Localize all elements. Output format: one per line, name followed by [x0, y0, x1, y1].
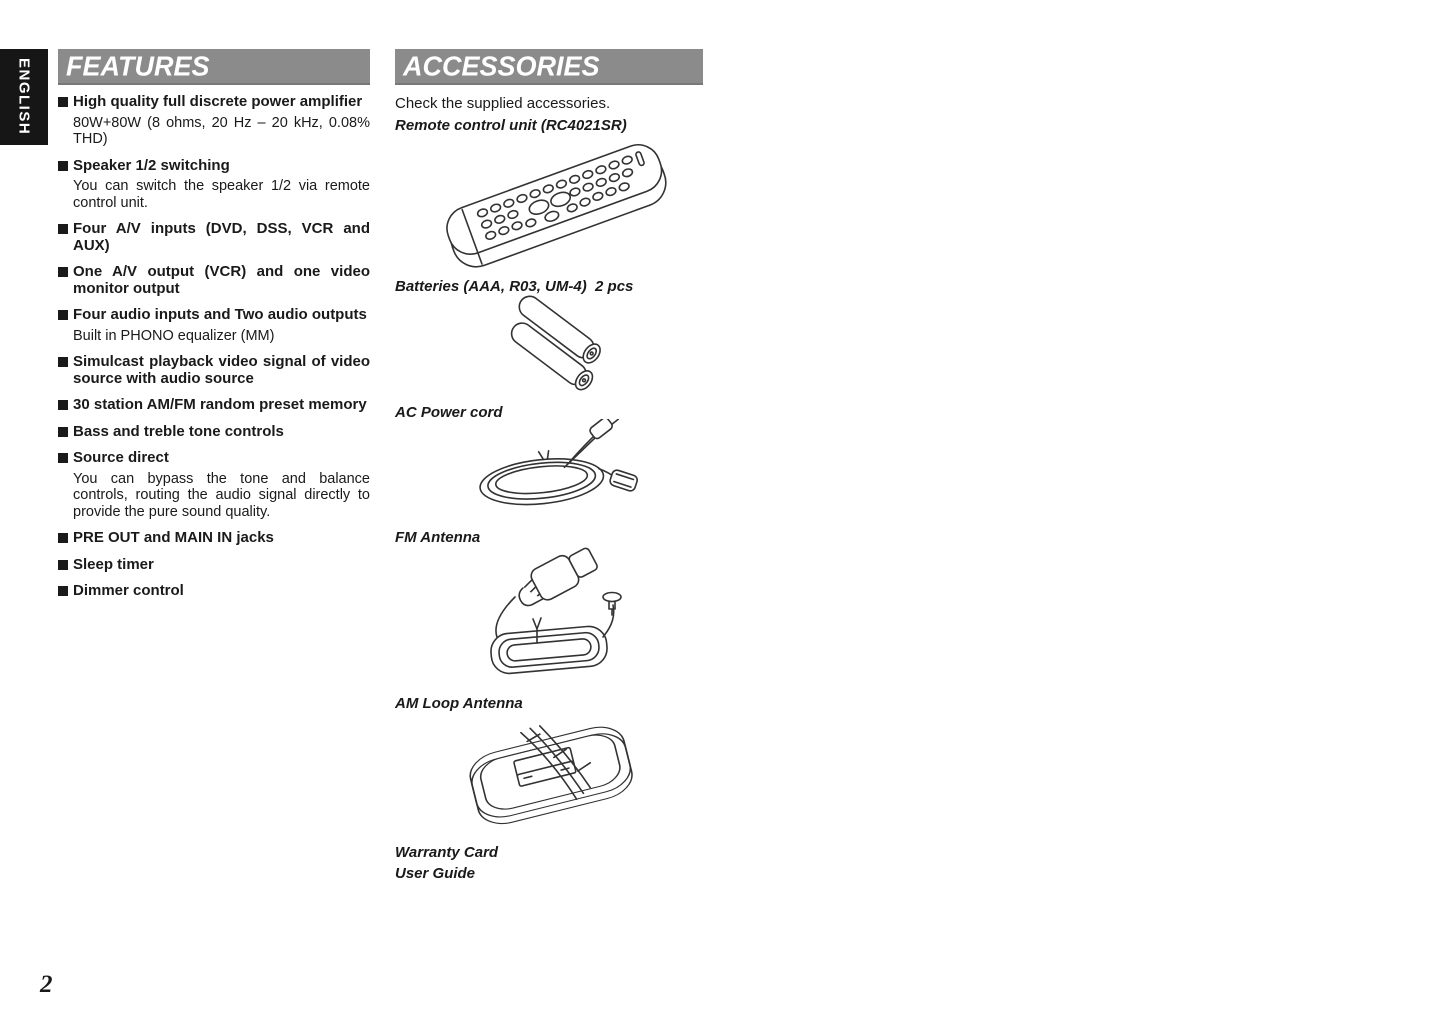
feature-heading: Simulcast playback video signal of video source with audio source — [73, 353, 370, 387]
language-tab — [0, 49, 48, 145]
feature-heading: 30 station AM/FM random preset memory — [73, 396, 367, 413]
feature-heading: Four A/V inputs (DVD, DSS, VCR and AUX) — [73, 220, 370, 254]
features-title: FEATURES — [66, 49, 210, 82]
feature-body: You can switch the speaker 1/2 via remote control unit. — [73, 178, 370, 211]
am-loop-antenna-illustration — [457, 709, 642, 834]
square-bullet-icon — [58, 400, 68, 410]
accessories-header — [395, 49, 703, 85]
feature-item — [58, 557, 370, 574]
features-list — [58, 94, 370, 600]
accessory-label-batteries: Batteries (AAA, R03, UM-4) 2 pcs — [395, 278, 634, 295]
feature-item — [58, 158, 370, 212]
feature-heading: Dimmer control — [73, 582, 184, 599]
ac-power-cord-illustration — [453, 419, 648, 514]
feature-item — [58, 264, 370, 297]
feature-item — [58, 583, 370, 600]
square-bullet-icon — [58, 161, 68, 171]
square-bullet-icon — [58, 267, 68, 277]
accessory-label-ac-power-cord: AC Power cord — [395, 404, 503, 421]
accessories-title: ACCESSORIES — [403, 49, 600, 82]
square-bullet-icon — [58, 310, 68, 320]
feature-body: You can bypass the tone and balance controls, routing the audio signal directly to provide the pure sound quality. — [73, 470, 370, 520]
feature-body: 80W+80W (8 ohms, 20 Hz – 20 kHz, 0.08% THD) — [73, 114, 370, 147]
feature-heading: One A/V output (VCR) and one video monitor output — [73, 263, 370, 297]
feature-heading: PRE OUT and MAIN IN jacks — [73, 529, 274, 546]
fm-antenna-illustration — [463, 545, 638, 685]
page-number: 2 — [40, 971, 53, 998]
feature-heading: Four audio inputs and Two audio outputs — [73, 306, 367, 323]
accessory-label-remote: Remote control unit (RC4021SR) — [395, 117, 627, 134]
accessories-intro: Check the supplied accessories. — [395, 95, 611, 112]
feature-item — [58, 424, 370, 441]
remote-control-illustration — [437, 135, 677, 275]
square-bullet-icon — [58, 586, 68, 596]
feature-heading: Speaker 1/2 switching — [73, 156, 230, 174]
square-bullet-icon — [58, 224, 68, 234]
square-bullet-icon — [58, 97, 68, 107]
feature-heading: High quality full discrete power amplifier — [73, 93, 363, 110]
feature-item — [58, 221, 370, 254]
accessory-label-warranty-card: Warranty Card — [395, 844, 499, 861]
feature-heading: Source direct — [73, 449, 169, 466]
features-section — [58, 49, 370, 610]
feature-heading: Bass and treble tone controls — [73, 422, 284, 440]
feature-item — [58, 94, 370, 148]
features-header — [58, 49, 370, 85]
batteries-illustration — [490, 295, 620, 393]
accessory-label-user-guide: User Guide — [395, 865, 476, 882]
feature-heading: Sleep timer — [73, 555, 154, 573]
accessory-label-fm-antenna: FM Antenna — [395, 529, 481, 546]
feature-item — [58, 530, 370, 547]
square-bullet-icon — [58, 560, 68, 570]
feature-item — [58, 450, 370, 520]
language-tab-label: ENGLISH — [15, 58, 33, 136]
feature-item — [58, 397, 370, 414]
accessories-section — [395, 49, 703, 909]
square-bullet-icon — [58, 453, 68, 463]
accessory-label-am-loop-antenna: AM Loop Antenna — [395, 695, 523, 712]
square-bullet-icon — [58, 357, 68, 367]
square-bullet-icon — [58, 533, 68, 543]
square-bullet-icon — [58, 427, 68, 437]
feature-item — [58, 307, 370, 344]
feature-item — [58, 354, 370, 387]
feature-body: Built in PHONO equalizer (MM) — [73, 327, 275, 344]
